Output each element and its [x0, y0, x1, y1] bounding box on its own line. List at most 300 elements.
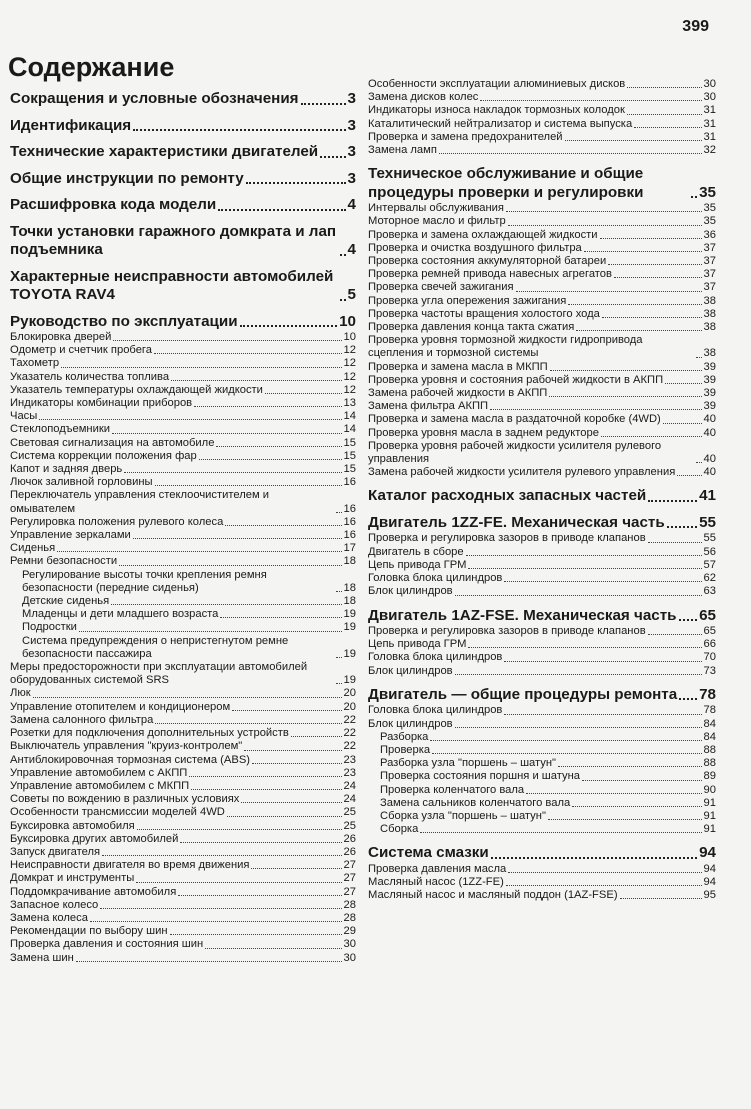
- toc-section-heading[interactable]: [368, 607, 716, 626]
- toc-entry[interactable]: [10, 542, 356, 555]
- toc-entry[interactable]: [368, 334, 716, 360]
- dot-leader: [79, 631, 342, 632]
- dot-leader: [241, 802, 341, 803]
- toc-entry[interactable]: [10, 793, 356, 806]
- toc-entry-page: 84: [703, 730, 716, 743]
- toc-entry-page: 94: [703, 862, 716, 875]
- toc-entry-page: 15: [343, 463, 356, 476]
- toc-section-heading[interactable]: [368, 165, 716, 202]
- dot-leader: [170, 934, 342, 935]
- toc-section-heading[interactable]: [10, 143, 356, 162]
- toc-entry-title: Интервалы обслуживания: [368, 202, 504, 215]
- toc-entry-title: Проверка уровня масла в заднем редукторе: [368, 426, 599, 439]
- dot-leader: [155, 723, 341, 724]
- toc-entry-page: 4: [347, 241, 356, 258]
- toc-entry-page: 15: [343, 449, 356, 462]
- toc-entry-title: Сокращения и условные обозначения: [10, 90, 299, 107]
- dot-leader: [220, 617, 341, 618]
- toc-entry[interactable]: [368, 784, 716, 797]
- dot-leader: [76, 961, 342, 962]
- toc-entry-title: Головка блока цилиндров: [368, 704, 503, 717]
- toc-entry[interactable]: [10, 701, 356, 714]
- toc-entry[interactable]: [10, 740, 356, 753]
- toc-entry-page: 13: [343, 397, 356, 410]
- toc-entry-title: Переключатель управления стеклоочистителем и омывателем: [10, 489, 270, 515]
- toc-entry[interactable]: [10, 344, 356, 357]
- toc-entry[interactable]: [10, 912, 356, 925]
- dot-leader: [265, 393, 342, 394]
- toc-entry[interactable]: [368, 400, 716, 413]
- dot-leader: [340, 254, 346, 256]
- toc-entry-title: Точки установки гаражного домкрата и лап подъемника: [10, 222, 337, 258]
- toc-entry-page: 12: [343, 370, 356, 383]
- toc-entry[interactable]: [10, 859, 356, 872]
- toc-entry[interactable]: [368, 91, 716, 104]
- toc-entry[interactable]: [10, 952, 356, 965]
- toc-entry-page: 89: [703, 770, 716, 783]
- toc-entry[interactable]: [10, 529, 356, 542]
- toc-entry-page: 26: [343, 845, 356, 858]
- dot-leader: [251, 868, 341, 869]
- toc-section-heading[interactable]: [10, 313, 356, 332]
- toc-entry[interactable]: [368, 321, 716, 334]
- dot-leader: [549, 396, 701, 397]
- toc-entry[interactable]: [10, 661, 356, 687]
- toc-entry[interactable]: [368, 427, 716, 440]
- toc-entry-title: Проверка и замена масла в раздаточной коробке (4WD): [368, 413, 661, 426]
- toc-entry[interactable]: [368, 440, 716, 466]
- toc-entry[interactable]: [10, 754, 356, 767]
- toc-entry-title: Особенности трансмиссии моделей 4WD: [10, 806, 225, 819]
- dot-leader: [218, 209, 345, 211]
- toc-entry-page: 90: [703, 783, 716, 796]
- dot-leader: [439, 153, 702, 154]
- toc-entry[interactable]: [368, 202, 716, 215]
- toc-entry-title: Индикаторы комбинации приборов: [10, 397, 193, 410]
- dot-leader: [455, 674, 702, 675]
- dot-leader: [601, 436, 702, 437]
- dot-leader: [336, 512, 342, 513]
- toc-entry-title: Замена ламп: [368, 144, 437, 157]
- toc-entry[interactable]: [10, 925, 356, 938]
- toc-entry-page: 88: [703, 757, 716, 770]
- toc-entry[interactable]: [10, 410, 356, 423]
- toc-entry-page: 14: [343, 423, 356, 436]
- toc-entry[interactable]: [368, 651, 716, 664]
- toc-entry-page: 18: [343, 595, 356, 608]
- toc-entry-page: 40: [703, 413, 716, 426]
- toc-entry[interactable]: [368, 797, 716, 810]
- toc-section-heading[interactable]: [10, 268, 356, 305]
- toc-entry-title: Масляный насос и масляный поддон (1AZ-FSE): [368, 889, 618, 902]
- toc-entry[interactable]: [10, 687, 356, 700]
- toc-entry-page: 30: [703, 78, 716, 90]
- toc-entry-title: Сборка узла "поршень – шатун": [380, 809, 546, 822]
- toc-right-column: [368, 78, 716, 902]
- dot-leader: [240, 325, 338, 327]
- dot-leader: [504, 581, 701, 582]
- toc-entry-title: Ремни безопасности: [10, 555, 118, 568]
- toc-entry-page: 4: [347, 196, 356, 213]
- toc-entry[interactable]: [10, 489, 356, 515]
- toc-entry-title: Расшифровка кода модели: [10, 196, 217, 213]
- toc-entry-page: 73: [703, 664, 716, 677]
- dot-leader: [336, 591, 342, 592]
- toc-entry-page: 37: [703, 281, 716, 294]
- toc-entry-page: 22: [343, 740, 356, 753]
- toc-entry-title: Проверка и регулировка зазоров в приводе клапанов: [368, 532, 646, 545]
- toc-entry-title: Замена колеса: [10, 911, 88, 924]
- toc-entry-title: Двигатель — общие процедуры ремонта: [368, 685, 678, 703]
- dot-leader: [102, 855, 341, 856]
- toc-entry-title: Домкрат и инструменты: [10, 872, 135, 885]
- toc-entry-page: 31: [703, 104, 716, 117]
- dot-leader: [491, 857, 697, 859]
- toc-entry-title: Одометр и счетчик пробега: [10, 344, 152, 357]
- dot-leader: [119, 565, 341, 566]
- toc-entry-title: Двигатель 1ZZ-FE. Механическая часть: [368, 513, 665, 531]
- toc-section-heading[interactable]: [10, 170, 356, 189]
- toc-entry-title: Проверка давления и состояния шин: [10, 938, 204, 951]
- toc-entry[interactable]: [368, 268, 716, 281]
- toc-entry[interactable]: [10, 371, 356, 384]
- toc-entry-page: 25: [343, 806, 356, 819]
- toc-entry-title: Проверка и замена охлаждающей жидкости: [368, 228, 598, 241]
- toc-entry[interactable]: [10, 397, 356, 410]
- toc-entry-title: Антиблокировочная тормозная система (ABS): [10, 753, 251, 766]
- dot-leader: [526, 793, 701, 794]
- toc-entry-title: Проверка и замена предохранителей: [368, 130, 563, 143]
- toc-entry-title: Буксировка других автомобилей: [10, 832, 179, 845]
- dot-leader: [171, 380, 342, 381]
- toc-entry-page: 19: [343, 608, 356, 621]
- toc-entry[interactable]: [10, 820, 356, 833]
- dot-leader: [61, 367, 341, 368]
- toc-entry[interactable]: [10, 476, 356, 489]
- toc-entry-title: Проверка свечей зажигания: [368, 281, 514, 294]
- page-title: Содержание: [8, 52, 175, 82]
- toc-entry-page: 35: [699, 183, 716, 201]
- toc-entry[interactable]: [10, 331, 356, 344]
- toc-entry-page: 5: [347, 286, 356, 303]
- toc-entry-title: Меры предосторожности при эксплуатации автомобилей оборудованных системой SRS: [10, 661, 308, 687]
- toc-entry-page: 27: [343, 872, 356, 885]
- toc-entry-page: 30: [343, 938, 356, 951]
- toc-entry[interactable]: [368, 104, 716, 117]
- toc-entry[interactable]: [368, 374, 716, 387]
- toc-entry[interactable]: [368, 118, 716, 131]
- dot-leader: [133, 538, 342, 539]
- toc-entry-page: 84: [703, 717, 716, 730]
- toc-entry[interactable]: [368, 413, 716, 426]
- toc-entry-page: 28: [343, 898, 356, 911]
- toc-entry-page: 16: [343, 515, 356, 528]
- dot-leader: [420, 832, 701, 833]
- toc-entry[interactable]: [368, 665, 716, 678]
- toc-entry[interactable]: [368, 770, 716, 783]
- toc-section-heading[interactable]: [368, 514, 716, 533]
- toc-entry[interactable]: [368, 215, 716, 228]
- toc-entry[interactable]: [368, 876, 716, 889]
- toc-entry-title: Масляный насос (1ZZ-FE): [368, 876, 504, 889]
- toc-entry-title: Подростки: [22, 621, 77, 634]
- toc-entry-title: Проверка частоты вращения холостого хода: [368, 307, 600, 320]
- toc-section-heading[interactable]: [10, 196, 356, 215]
- toc-entry[interactable]: [10, 886, 356, 899]
- dot-leader: [679, 698, 697, 700]
- toc-entry-title: Управление автомобилем с АКПП: [10, 766, 188, 779]
- toc-entry[interactable]: [368, 863, 716, 876]
- toc-entry-title: Неисправности двигателя во время движения: [10, 859, 250, 872]
- toc-entry[interactable]: [10, 569, 356, 595]
- toc-entry-title: Тахометр: [10, 357, 60, 370]
- toc-entry-title: Общие инструкции по ремонту: [10, 169, 244, 187]
- dot-leader: [320, 156, 345, 158]
- toc-section-heading[interactable]: [368, 844, 716, 863]
- toc-entry-page: 39: [703, 360, 716, 373]
- toc-entry[interactable]: [10, 621, 356, 634]
- toc-entry-title: Моторное масло и фильтр: [368, 215, 506, 228]
- dot-leader: [614, 277, 702, 278]
- toc-entry-page: 12: [343, 344, 356, 357]
- dot-leader: [340, 299, 346, 301]
- toc-entry-page: 27: [343, 885, 356, 898]
- toc-entry[interactable]: [10, 833, 356, 846]
- toc-entry-title: Буксировка автомобиля: [10, 819, 135, 832]
- toc-section-heading[interactable]: [368, 686, 716, 705]
- toc-entry-page: 23: [343, 753, 356, 766]
- toc-entry[interactable]: [10, 780, 356, 793]
- toc-entry[interactable]: [10, 450, 356, 463]
- toc-entry-page: 70: [703, 651, 716, 664]
- toc-entry-page: 66: [703, 638, 716, 651]
- dot-leader: [600, 238, 702, 239]
- page-number: 399: [682, 18, 709, 35]
- toc-entry-title: Советы по вождению в различных условиях: [10, 793, 240, 806]
- dot-leader: [124, 472, 341, 473]
- toc-entry-title: Лючок заливной горловины: [10, 476, 153, 489]
- toc-entry[interactable]: [368, 466, 716, 479]
- dot-leader: [136, 882, 341, 883]
- toc-entry[interactable]: [368, 731, 716, 744]
- dot-leader: [252, 763, 342, 764]
- toc-entry[interactable]: [10, 635, 356, 661]
- dot-leader: [490, 409, 701, 410]
- toc-entry[interactable]: [10, 357, 356, 370]
- toc-entry[interactable]: [368, 823, 716, 836]
- toc-entry[interactable]: [10, 463, 356, 476]
- dot-leader: [691, 196, 697, 198]
- toc-entry-title: Блок цилиндров: [368, 664, 453, 677]
- toc-entry-title: Двигатель 1AZ-FSE. Механическая часть: [368, 606, 677, 624]
- dot-leader: [506, 211, 702, 212]
- toc-section-heading[interactable]: [368, 487, 716, 506]
- toc-section-heading[interactable]: [10, 223, 356, 260]
- toc-entry[interactable]: [368, 757, 716, 770]
- toc-entry-page: 41: [699, 487, 716, 505]
- dot-leader: [504, 661, 701, 662]
- toc-entry[interactable]: [10, 555, 356, 568]
- toc-entry[interactable]: [368, 361, 716, 374]
- toc-entry-title: Разборка узла "поршень – шатун": [380, 757, 557, 770]
- toc-entry[interactable]: [368, 308, 716, 321]
- dot-leader: [430, 740, 701, 741]
- toc-entry[interactable]: [368, 229, 716, 242]
- toc-entry-title: Характерные неисправности автомобилей TOYOTA RAV4: [10, 267, 334, 303]
- toc-entry-title: Стеклоподъемники: [10, 423, 110, 436]
- dot-leader: [696, 357, 702, 358]
- dot-leader: [677, 475, 701, 476]
- dot-leader: [232, 710, 341, 711]
- toc-entry-title: Система предупреждения о непристегнутом ремне безопасности пассажира: [22, 634, 289, 660]
- toc-entry-page: 3: [347, 116, 356, 134]
- dot-leader: [634, 127, 701, 128]
- dot-leader: [432, 753, 701, 754]
- toc-entry[interactable]: [10, 423, 356, 436]
- dot-leader: [516, 291, 702, 292]
- dot-leader: [508, 225, 702, 226]
- dot-leader: [679, 619, 698, 621]
- toc-entry-page: 65: [699, 606, 716, 624]
- dot-leader: [100, 908, 341, 909]
- toc-entry-page: 31: [703, 117, 716, 130]
- toc-entry[interactable]: [10, 437, 356, 450]
- dot-leader: [576, 330, 701, 331]
- toc-entry-title: Головка блока цилиндров: [368, 651, 503, 664]
- toc-entry-page: 10: [343, 331, 356, 343]
- toc-entry[interactable]: [368, 625, 716, 638]
- dot-leader: [180, 842, 341, 843]
- toc-entry-page: 25: [343, 819, 356, 832]
- toc-entry-title: Проверка давления масла: [368, 862, 507, 875]
- toc-entry[interactable]: [368, 281, 716, 294]
- dot-leader: [648, 542, 702, 543]
- toc-entry[interactable]: [368, 889, 716, 902]
- toc-entry-title: Проверка: [380, 743, 431, 756]
- toc-entry[interactable]: [10, 872, 356, 885]
- toc-entry-page: 35: [703, 202, 716, 215]
- toc-entry-page: 19: [343, 674, 356, 687]
- dot-leader: [137, 829, 342, 830]
- toc-entry[interactable]: [10, 595, 356, 608]
- toc-entry-page: 16: [343, 476, 356, 489]
- dot-leader: [568, 304, 701, 305]
- toc-entry-page: 55: [699, 513, 716, 531]
- toc-entry-title: Проверка состояния аккумуляторной батареи: [368, 255, 607, 268]
- toc-entry[interactable]: [368, 810, 716, 823]
- toc-entry-title: Проверка уровня рабочей жидкости усилителя рулевого управления: [368, 439, 662, 466]
- toc-entry[interactable]: [10, 727, 356, 740]
- toc-entry-page: 28: [343, 911, 356, 924]
- dot-leader: [506, 885, 702, 886]
- toc-entry-page: 12: [343, 383, 356, 396]
- toc-entry[interactable]: [10, 714, 356, 727]
- toc-entry-title: Идентификация: [10, 116, 132, 134]
- toc-entry[interactable]: [368, 532, 716, 545]
- toc-entry-title: Регулирование высоты точки крепления ремня безопасности (передние сиденья): [22, 568, 267, 594]
- dot-leader: [178, 895, 341, 896]
- toc-entry-title: Разборка: [380, 730, 429, 743]
- toc-entry-page: 40: [703, 453, 716, 466]
- toc-entry-title: Запуск двигателя: [10, 845, 101, 858]
- toc-entry[interactable]: [368, 572, 716, 585]
- dot-leader: [244, 750, 341, 751]
- dot-leader: [39, 419, 341, 420]
- dot-leader: [480, 100, 701, 101]
- toc-entry-title: Проверка и замена масла в МКПП: [368, 360, 548, 373]
- toc-entry[interactable]: [10, 384, 356, 397]
- toc-entry-page: 57: [703, 558, 716, 571]
- toc-entry[interactable]: [368, 255, 716, 268]
- dot-leader: [648, 500, 697, 502]
- toc-entry[interactable]: [368, 242, 716, 255]
- toc-entry[interactable]: [10, 846, 356, 859]
- toc-entry[interactable]: [368, 387, 716, 400]
- toc-section-heading[interactable]: [10, 90, 356, 109]
- dot-leader: [466, 555, 702, 556]
- toc-entry-page: 17: [343, 542, 356, 555]
- toc-entry[interactable]: [10, 767, 356, 780]
- dot-leader: [620, 898, 702, 899]
- toc-entry[interactable]: [368, 585, 716, 598]
- toc-entry[interactable]: [368, 546, 716, 559]
- toc-entry[interactable]: [368, 78, 716, 91]
- dot-leader: [627, 87, 701, 88]
- dot-leader: [336, 657, 342, 658]
- dot-leader: [508, 872, 701, 873]
- toc-entry[interactable]: [10, 516, 356, 529]
- toc-entry[interactable]: [368, 638, 716, 651]
- toc-entry-page: 55: [703, 532, 716, 545]
- dot-leader: [582, 780, 702, 781]
- toc-entry[interactable]: [368, 744, 716, 757]
- toc-entry-page: 3: [347, 90, 356, 107]
- dot-leader: [455, 727, 702, 728]
- toc-entry-page: 63: [703, 585, 716, 598]
- dot-leader: [665, 383, 701, 384]
- toc-entry[interactable]: [10, 806, 356, 819]
- toc-entry[interactable]: [368, 718, 716, 731]
- toc-section-heading[interactable]: [10, 117, 356, 136]
- toc-entry[interactable]: [368, 559, 716, 572]
- toc-entry-title: Замена фильтра АКПП: [368, 400, 489, 413]
- toc-entry-page: 36: [703, 228, 716, 241]
- toc-entry[interactable]: [368, 144, 716, 157]
- toc-entry-title: Выключатель управления "круиз-контролем": [10, 740, 243, 753]
- dot-leader: [189, 776, 341, 777]
- toc-entry-page: 32: [703, 144, 716, 157]
- dot-leader: [111, 604, 341, 605]
- toc-entry[interactable]: [368, 704, 716, 717]
- toc-entry[interactable]: [368, 295, 716, 308]
- dot-leader: [246, 182, 346, 184]
- toc-entry-title: Блок цилиндров: [368, 717, 453, 730]
- toc-entry-page: 62: [703, 572, 716, 585]
- toc-entry-title: Особенности эксплуатации алюминиевых дисков: [368, 78, 626, 90]
- toc-entry-page: 95: [703, 889, 716, 902]
- toc-entry-page: 94: [699, 844, 716, 862]
- dot-leader: [565, 140, 702, 141]
- toc-entry[interactable]: [10, 608, 356, 621]
- dot-leader: [57, 551, 341, 552]
- toc-entry-title: Проверка ремней привода навесных агрегатов: [368, 268, 612, 281]
- toc-entry[interactable]: [10, 938, 356, 951]
- toc-entry[interactable]: [368, 131, 716, 144]
- toc-entry[interactable]: [10, 899, 356, 912]
- toc-entry-title: Замена сальников коленчатого вала: [380, 796, 571, 809]
- toc-entry-page: 29: [343, 925, 356, 938]
- toc-entry-title: Розетки для подключения дополнительных устройств: [10, 727, 289, 740]
